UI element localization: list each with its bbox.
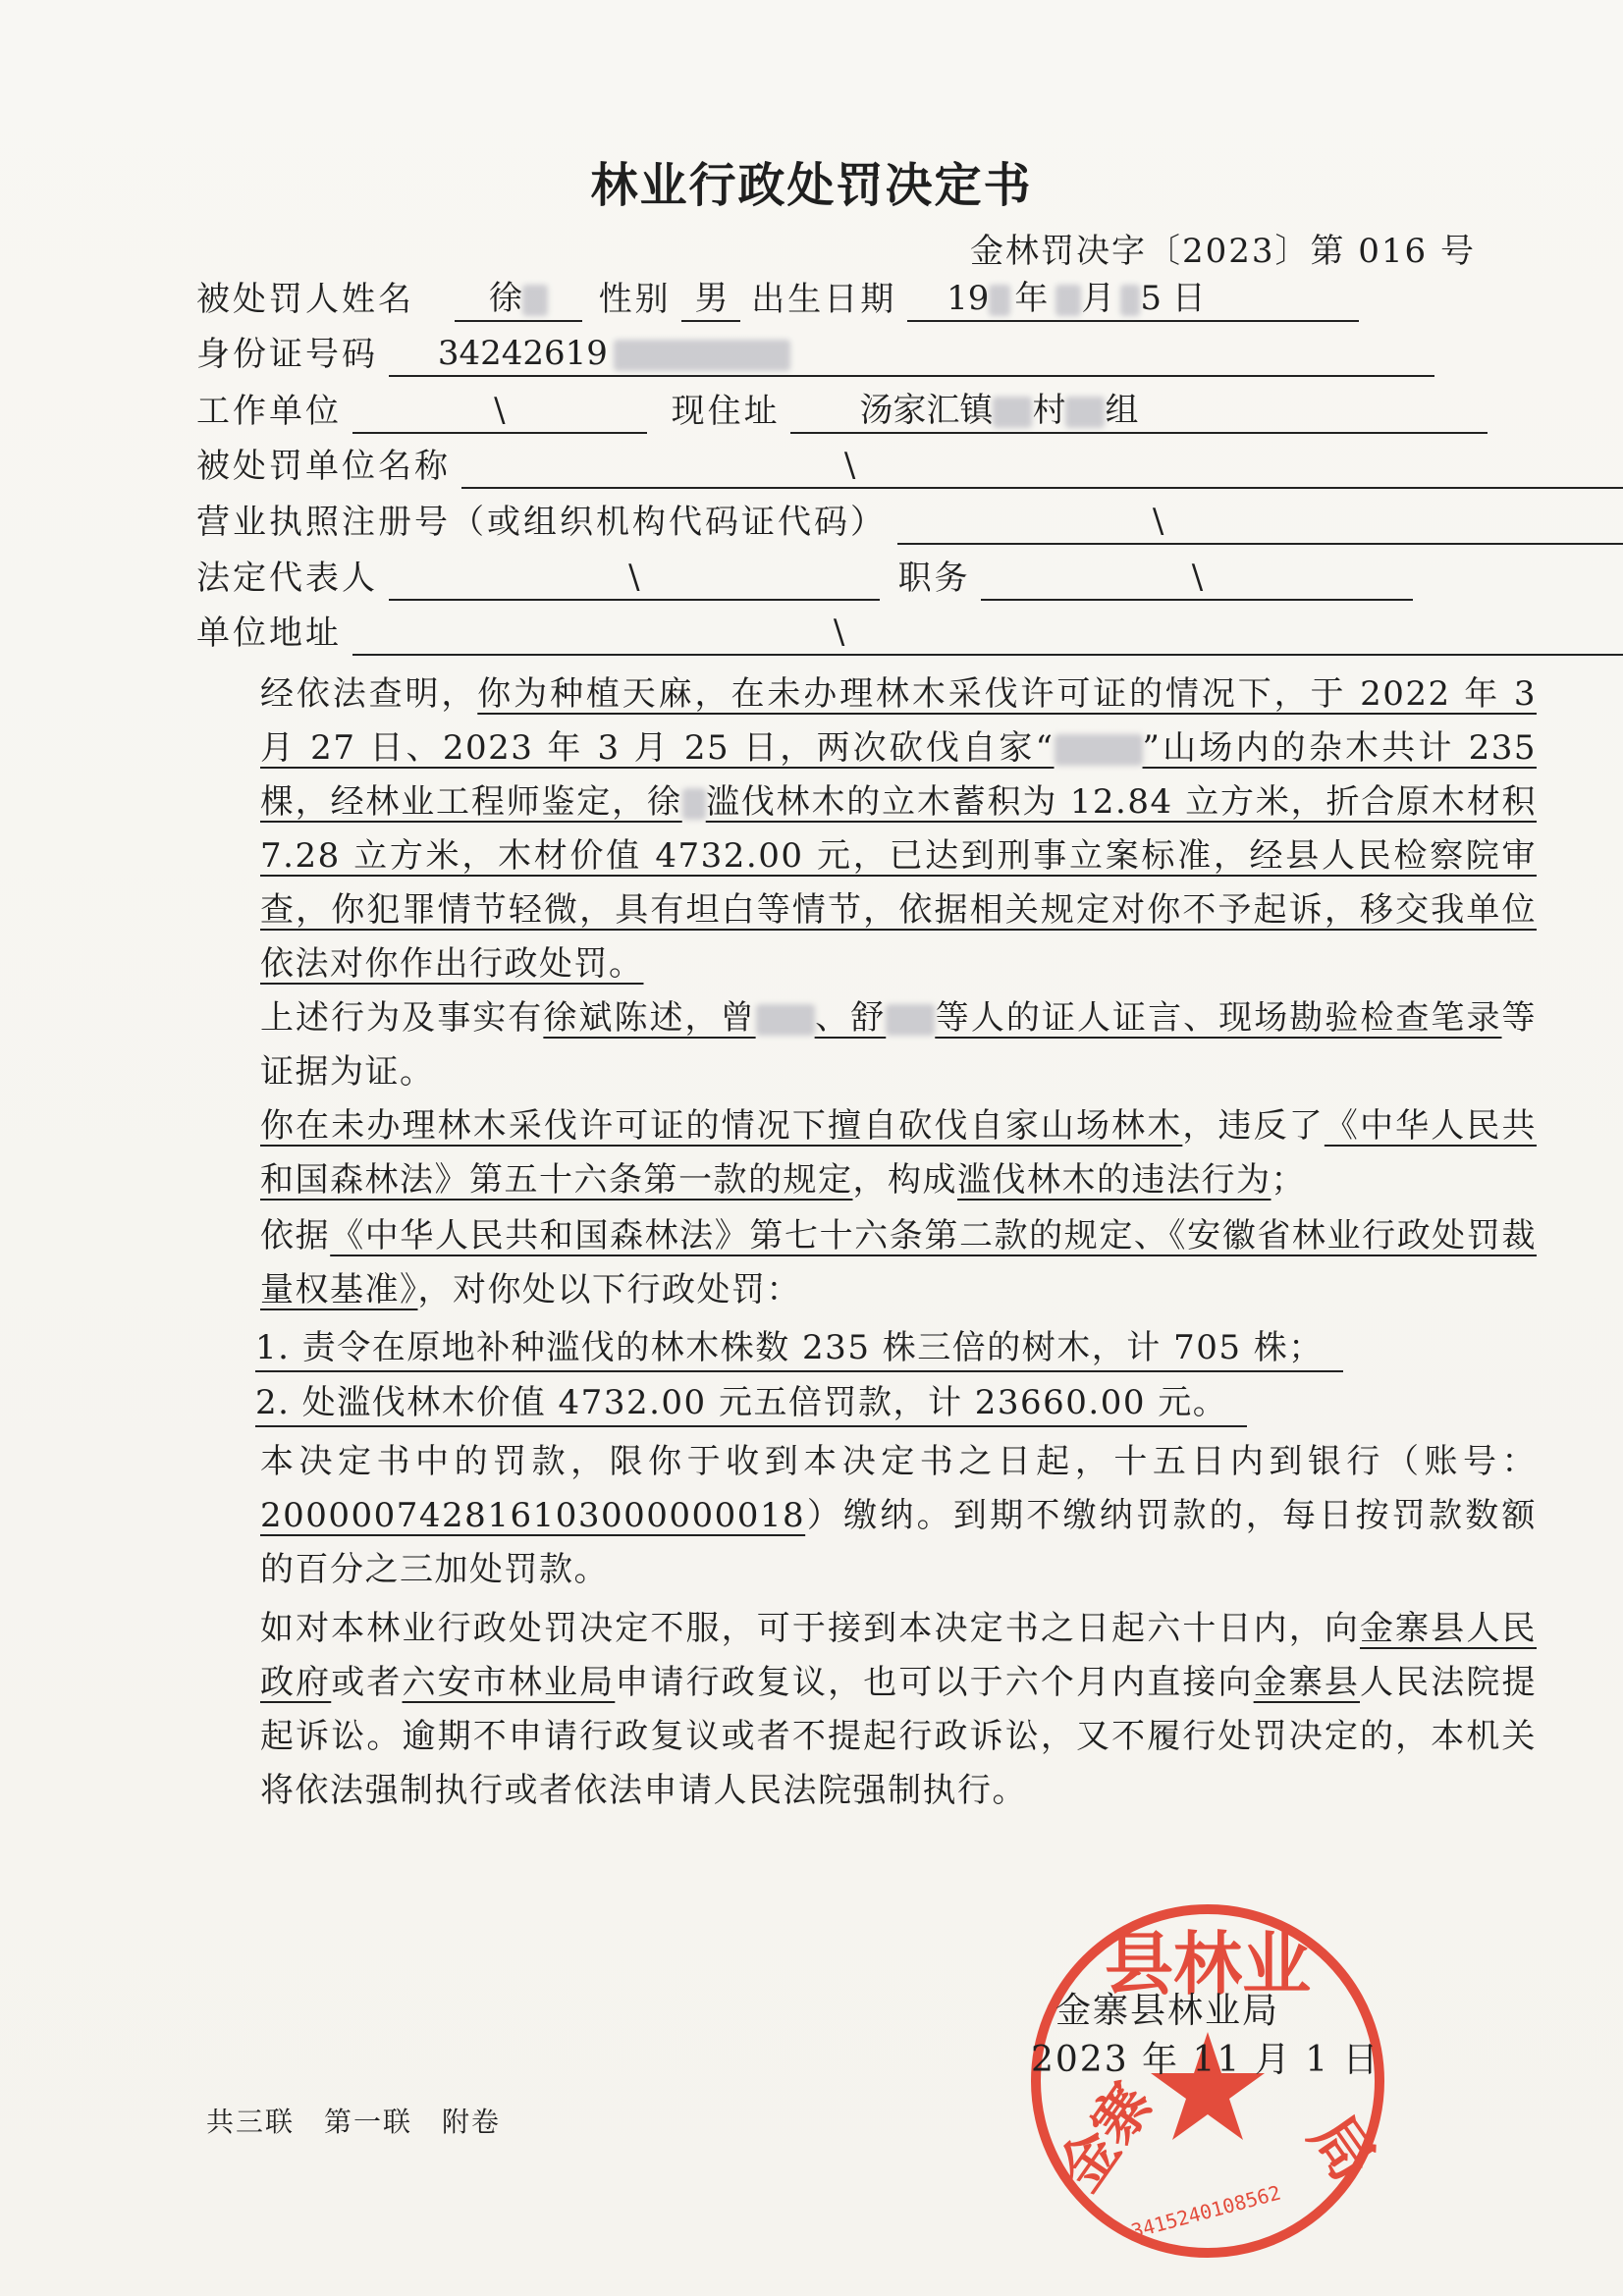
license-value: \ xyxy=(897,500,1623,545)
seal-left-text: 金寨 xyxy=(1045,2071,1166,2204)
seal-top-text: 县林业 xyxy=(1105,1924,1311,2004)
rep-row xyxy=(196,556,1413,601)
issuing-org: 金寨县林业局 xyxy=(1055,1991,1280,2031)
id-value: 34242619 xyxy=(389,332,1434,377)
birth-label: 出生日期 xyxy=(751,280,897,319)
license-label: 营业执照注册号（或组织机构代码证代码） xyxy=(196,503,887,542)
copy-note: 共三联 第一联 附卷 xyxy=(206,2106,502,2138)
issue-date: 2023 年 11 月 1 日 xyxy=(1031,2040,1380,2080)
id-row xyxy=(196,332,1434,377)
name-label: 被处罚人姓名 xyxy=(196,280,414,319)
findings-paragraph: 经依法查明，你为种植天麻，在未办理林木采伐许可证的情况下，于 2022 年 3 月 27 日、2023 年 3 月 25 日，两次砍伐自家“ ”山场内的杂木共计 235 棵，经林业工程师鉴定，徐 滥伐林木的立木蓄积为 12.84 立方米，折合原木材积 7.28 立方米，木材价值 4732.00 元，已达到刑事立案标准，经县人民检察院审查，你犯罪情节轻微，具有坦白等情节，依据相关规定对你不予起诉，移交我单位依法对你作出行政处罚。 xyxy=(260,674,1538,984)
person-row-1 xyxy=(196,277,1359,322)
document-number: 金林罚决字〔2023〕第 016 号 xyxy=(969,232,1476,271)
rep-value: \ xyxy=(389,556,880,601)
birth-value: 19 年 月 5 日 xyxy=(907,277,1359,322)
unit-address-value: \ xyxy=(352,611,1623,656)
position-value: \ xyxy=(981,556,1413,601)
appeal-paragraph: 如对本林业行政处罚决定不服，可于接到本决定书之日起六十日内，向金寨县人民政府或者六安市林业局申请行政复议，也可以于六个月内直接向金寨县人民法院提起诉讼。逾期不申请行政复议或者不提起行政诉讼，又不履行处罚决定的，本机关将依法强制执行或者依法申请人民法院强制执行。 xyxy=(260,1609,1538,1810)
work-value: \ xyxy=(352,389,647,434)
address-label: 现住址 xyxy=(671,392,781,431)
id-label: 身份证号码 xyxy=(196,335,378,374)
gender-label: 性别 xyxy=(598,280,672,319)
license-row xyxy=(196,500,1623,545)
violation-paragraph: 你在未办理林木采伐许可证的情况下擅自砍伐自家山场林木，违反了《中华人民共和国森林法》第五十六条第一款的规定，构成滥伐林木的违法行为； xyxy=(260,1106,1538,1200)
gender-value: 男 xyxy=(681,277,740,322)
seal-code: 3415240108562 xyxy=(1128,2180,1283,2244)
fine-payment-paragraph: 本决定书中的罚款，限你于收到本决定书之日起，十五日内到银行（账号：200000742816103000000018）缴纳。到期不缴纳罚款的，每日按罚款数额的百分之三加处罚款。 xyxy=(260,1442,1537,1589)
rep-label: 法定代表人 xyxy=(196,559,378,598)
document-title: 林业行政处罚决定书 xyxy=(590,158,1033,213)
unit-name-label: 被处罚单位名称 xyxy=(196,447,451,486)
unit-name-row xyxy=(196,444,1623,489)
work-address-row xyxy=(196,389,1488,434)
unit-address-label: 单位地址 xyxy=(196,614,342,653)
position-label: 职务 xyxy=(897,559,971,598)
unit-name-value: \ xyxy=(461,444,1623,489)
penalty-item-1: 1. 责令在原地补种滥伐的林木株数 235 株三倍的树木，计 705 株； xyxy=(255,1325,1343,1372)
unit-address-row xyxy=(196,611,1623,656)
address-value: 汤家汇镇 村 组 xyxy=(790,389,1488,434)
work-label: 工作单位 xyxy=(196,392,342,431)
legal-basis-paragraph: 依据《中华人民共和国森林法》第七十六条第二款的规定、《安徽省林业行政处罚裁量权基准》，对你处以下行政处罚： xyxy=(260,1216,1538,1309)
seal-right-text: 局 xyxy=(1295,2102,1390,2194)
name-value: 徐 xyxy=(455,277,582,322)
penalty-item-2: 2. 处滥伐林木价值 4732.00 元五倍罚款，计 23660.00 元。 xyxy=(255,1380,1247,1427)
evidence-paragraph: 上述行为及事实有徐斌陈述，曾 、舒 等人的证人证言、现场勘验检查笔录等证据为证。 xyxy=(260,998,1538,1092)
